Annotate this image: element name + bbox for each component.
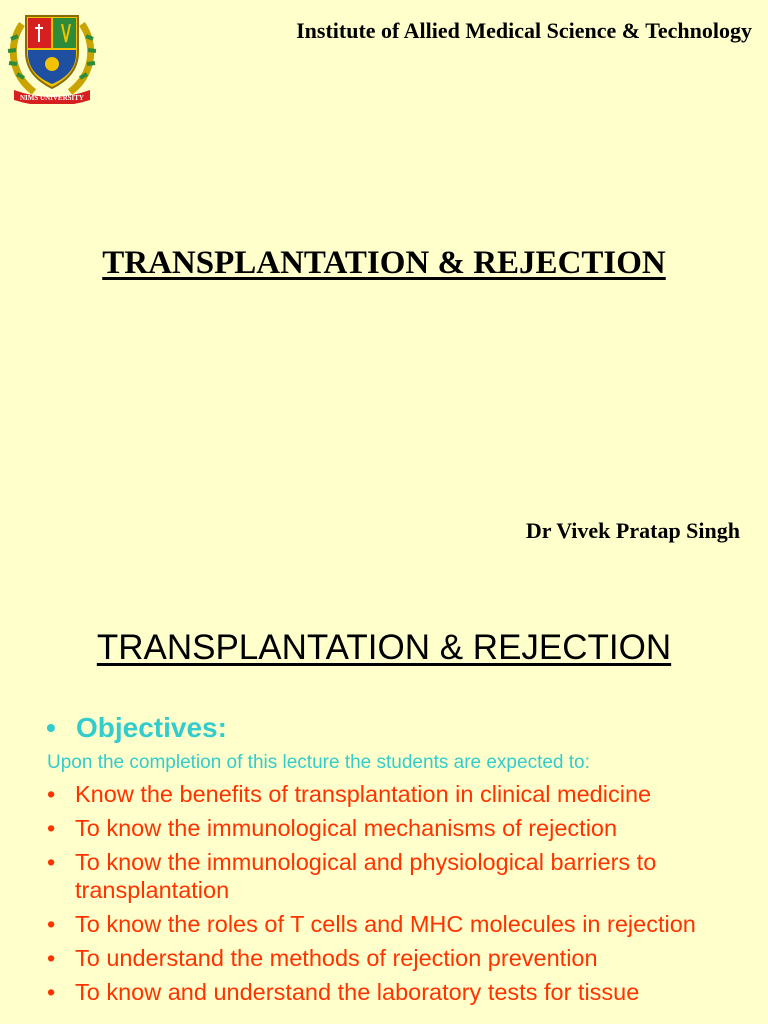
- objectives-heading-text: Objectives:: [76, 712, 227, 743]
- list-item: [47, 814, 747, 842]
- list-item: [47, 944, 747, 972]
- bullet-icon: •: [47, 911, 56, 937]
- list-item-text: To know the immunological and physiological barriers to transplantation: [75, 849, 657, 903]
- slide-objectives: [0, 582, 768, 1024]
- objectives-list: [47, 780, 747, 1012]
- objectives-intro: Upon the completion of this lecture the students are expected to:: [47, 752, 590, 773]
- bullet-icon: •: [47, 945, 56, 971]
- list-item: [47, 910, 747, 938]
- list-item: [47, 978, 747, 1006]
- list-item-text: Know the benefits of transplantation in clinical medicine: [75, 781, 652, 807]
- list-item: [47, 848, 747, 904]
- list-item-text: To understand the methods of rejection prevention: [75, 945, 598, 971]
- list-item-text: To know and understand the laboratory tests for tissue: [75, 979, 640, 1005]
- author-name: Dr Vivek Pratap Singh: [525, 518, 740, 543]
- nims-university-logo: [4, 4, 100, 104]
- list-item-text: To know the immunological mechanisms of rejection: [75, 815, 618, 841]
- svg-text:NIMS UNIVERSITY: NIMS UNIVERSITY: [20, 94, 84, 102]
- slide-title-heading: TRANSPLANTATION & REJECTION: [102, 245, 666, 281]
- list-item-text: To know the roles of T cells and MHC molecules in rejection: [75, 911, 696, 937]
- objectives-heading: [48, 712, 227, 744]
- list-item: [47, 780, 747, 808]
- institute-name: Institute of Allied Medical Science & Technology: [296, 18, 752, 43]
- objectives-slide-title: TRANSPLANTATION & REJECTION: [96, 628, 672, 667]
- bullet-icon: •: [46, 712, 56, 743]
- bullet-icon: •: [47, 815, 56, 841]
- bullet-icon: •: [47, 979, 56, 1005]
- bullet-icon: •: [47, 781, 56, 807]
- bullet-icon: •: [47, 849, 56, 875]
